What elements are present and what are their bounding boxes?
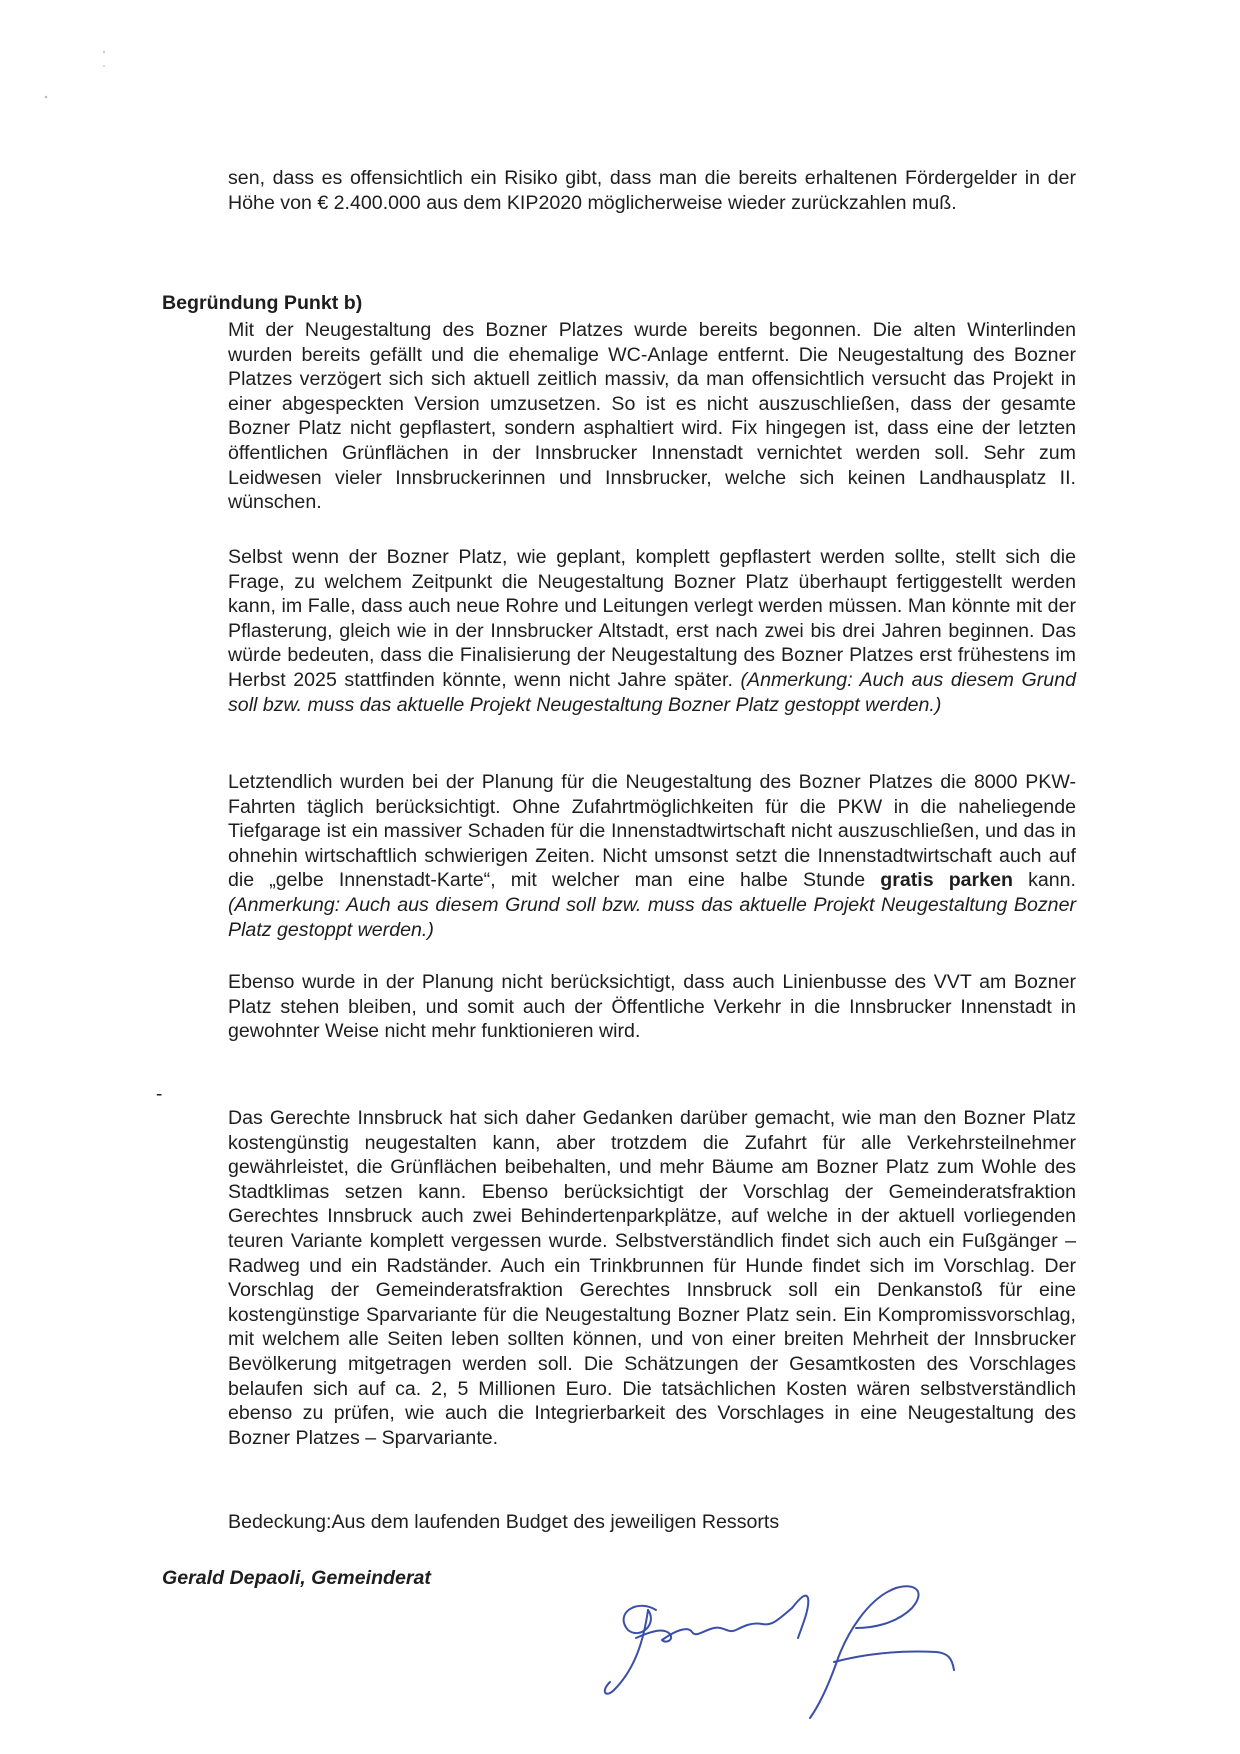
- paragraph-3-note: (Anmerkung: Auch aus diesem Grund soll bzw. muss das aktuelle Projekt Neugestaltung Bozner Platz gestoppt werden.): [228, 893, 1076, 941]
- paragraph-4: Ebenso wurde in der Planung nicht berücksichtigt, dass auch Linienbusse des VVT am Bozner Platz stehen bleiben, und somit auch der Öffentliche Verkehr in die Innsbrucker Innenstadt in gewohnter Weise nicht mehr funktionieren wird.: [228, 971, 1076, 1043]
- paragraph-3-bold: gratis parken: [880, 869, 1013, 892]
- paragraph-1: Mit der Neugestaltung des Bozner Platzes wurde bereits begonnen. Die alten Winterlinden wurden bereits gefällt und die ehemalige WC-Anlage entfernt. Die Neugestaltung des Bozner Platzes verzögert sich sich aktuell zeitlich massiv, da man offensichtlich versucht das Projekt in einer abgespeckten Version umzusetzen. So ist es nicht auszuschließen, dass der gesamte Bozner Platz nicht gepflastert, sondern asphaltiert wird. Fix hingegen ist, dass eine der letzten öffentlichen Grünflächen in der Innsbrucker Innenstadt vernichtet werden soll. Sehr zum Leidwesen vieler Innsbruckerinnen und Innsbrucker, welche sich keinen Landhausplatz II. wünschen.: [228, 319, 1076, 514]
- paragraph-2: [228, 545, 1076, 717]
- coverage-line: Bedeckung:Aus dem laufenden Budget des jeweiligen Ressorts: [228, 1511, 780, 1533]
- scan-specks: [0, 0, 140, 140]
- dash-marker: -: [156, 1084, 163, 1105]
- author-line: Gerald Depaoli, Gemeinderat: [162, 1567, 431, 1589]
- paragraph-3-text-b: kann.: [1028, 869, 1076, 892]
- section-heading-b: Begründung Punkt b): [162, 292, 363, 314]
- paragraph-3: [228, 770, 1076, 942]
- paragraph-3-text-a: Letztendlich wurden bei der Planung für die Neugestaltung des Bozner Platzes die 8000 PKW-Fahrten täglich berücksichtigt. Ohne Zufahrtmöglichkeiten für die PKW in die naheliegende Tiefgarage ist ein massiver Schaden für die Innenstadtwirtschaft nicht auszuschließen, und das in ohnehin wirtschaftlich schwierigen Zeiten. Nicht umsonst setzt die Innenstadtwirtschaft auch auf die „gelbe Innenstadt-Karte“, mit welcher man eine halbe Stunde: [228, 771, 1076, 892]
- paragraph-2-text: Selbst wenn der Bozner Platz, wie geplant, komplett gepflastert werden sollte, stellt sich die Frage, zu welchem Zeitpunkt die Neugestaltung Bozner Platz überhaupt fertiggestellt werden kann, im Falle, dass auch neue Rohre und Leitungen verlegt werden müssen. Man könnte mit der Pflasterung, gleich wie in der Innsbrucker Altstadt, erst nach zwei bis drei Jahren beginnen. Das würde bedeuten, dass die Finalisierung der Neugestaltung des Bozner Platzes erst frühestens im Herbst 2025 stattfinden könnte, wenn nicht Jahre später.: [228, 546, 1076, 691]
- paragraph-5: Das Gerechte Innsbruck hat sich daher Gedanken darüber gemacht, wie man den Bozner Platz kostengünstig neugestalten kann, aber trotzdem die Zufahrt für alle Verkehrsteilnehmer gewährleistet, die Grünflächen beibehalten, und mehr Bäume am Bozner Platz zum Wohle des Stadtklimas setzen kann. Ebenso berücksichtigt der Vorschlag der Gemeinderatsfraktion Gerechtes Innsbruck auch zwei Behindertenparkplätze, auf welche in der aktuell vorliegenden teuren Variante komplett vergessen wurde. Selbstverständlich findet sich auch ein Fußgänger – Radweg und ein Radständer. Auch ein Trinkbrunnen für Hunde findet sich im Vorschlag. Der Vorschlag der Gemeinderatsfraktion Gerechtes Innsbruck soll ein Denkanstoß für eine kostengünstige Sparvariante für die Neugestaltung Bozner Platz sein. Ein Kompromissvorschlag, mit welchem alle Seiten leben sollten können, und von einer breiten Mehrheit der Innsbrucker Bevölkerung mitgetragen werden soll. Die Schätzungen der Gesamtkosten des Vorschlages belaufen sich auf ca. 2, 5 Millionen Euro. Die tatsächlichen Kosten wären selbstverständlich ebenso zu prüfen, wie auch die Integrierbarkeit des Vorschlages in eine Neugestaltung des Bozner Platzes – Sparvariante.: [228, 1107, 1076, 1449]
- paragraph-intro: sen, dass es offensichtlich ein Risiko gibt, dass man die bereits erhaltenen Fördergelder in der Höhe von € 2.400.000 aus dem KIP2020 möglicherweise wieder zurückzahlen muß.: [228, 167, 1076, 214]
- handwritten-signature-icon: [596, 1568, 986, 1723]
- paragraph-2-note: (Anmerkung: Auch aus diesem Grund soll bzw. muss das aktuelle Projekt Neugestaltung Bozner Platz gestoppt werden.): [228, 668, 1076, 716]
